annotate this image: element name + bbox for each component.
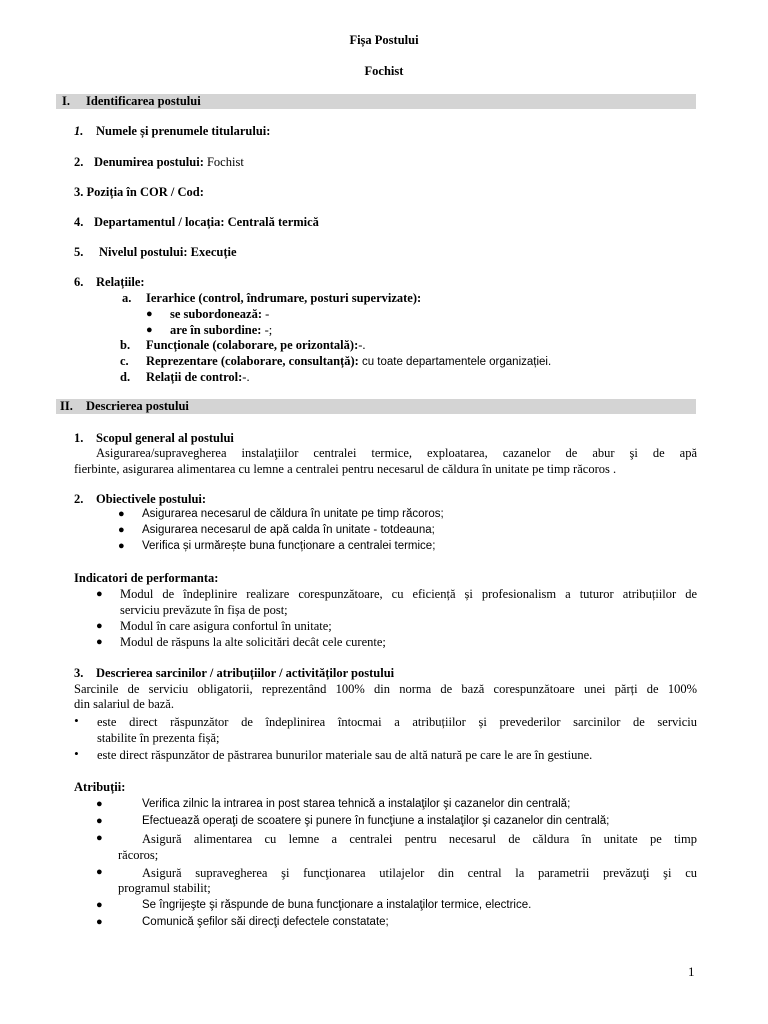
- item-6a-label: Ierarhice (control, îndrumare, posturi supervizate):: [146, 291, 422, 305]
- bullet-icon: •: [74, 746, 79, 761]
- atributie-item-4-line1: Asigură supravegherea şi funcţionarea utilajelor din central la parametrii prevăzuţi şi cu: [142, 866, 697, 880]
- item-6c-letter: c.: [120, 354, 129, 368]
- bullet-icon: ●: [118, 508, 125, 520]
- item-2-number: 2.: [74, 155, 84, 169]
- s2-p1-line2: fierbinte, asigurarea alimentarea cu lemne a centralei pentru necesarul de căldura în unitate pe timp răcoros .: [74, 462, 617, 476]
- item-6b-label: Funcționale (colaborare, pe orizontală):: [146, 338, 359, 352]
- bullet-icon: ●: [96, 636, 103, 648]
- atributii-label: Atribuții:: [74, 780, 126, 794]
- bullet-icon: ●: [96, 620, 103, 632]
- indicator-item-1-line1: Modul de îndeplinire realizare corespunzătoare, cu eficiență și profesionalism a tuturor atribuțiilor de: [120, 587, 697, 601]
- section-1-number: I.: [62, 94, 70, 108]
- item-2-line: [94, 155, 244, 170]
- item-2-label: Denumirea postului:: [94, 155, 204, 169]
- item-6a2-line: [170, 323, 272, 338]
- document-subtitle: Fochist: [364, 64, 404, 78]
- bullet-icon: ●: [118, 540, 125, 552]
- bullet-icon: ●: [118, 524, 125, 536]
- s2-p3-number: 3.: [74, 666, 84, 680]
- item-6c-line: [146, 354, 551, 369]
- s2-p3-label: Descrierea sarcinilor / atribuțiilor / activităților postului: [96, 666, 395, 680]
- item-6d-value: -.: [242, 370, 250, 384]
- item-6-label: Relațiile:: [96, 275, 145, 289]
- objective-item: Asigurarea necesarul de apă calda în unitate - totdeauna;: [142, 524, 435, 536]
- item-6c-value: cu toate departamentele organizației.: [361, 356, 552, 368]
- item-6d-letter: d.: [120, 370, 131, 384]
- atributie-item-6: Comunică şefilor săi direcţi defectele constatate;: [142, 916, 389, 928]
- s2-p3-line1: Sarcinile de serviciu obligatorii, reprezentând 100% din norma de bază corespunzătoare unei părți de 100%: [74, 682, 697, 696]
- atributie-item-1: Verifica zilnic la intrarea in post starea tehnică a instalaţilor şi cazanelor din centrală;: [142, 798, 571, 810]
- indicator-item-2: Modul în care asigura confortul în unitate;: [120, 619, 332, 633]
- item-2-value: Fochist: [206, 155, 244, 169]
- objective-item: Asigurarea necesarul de căldura în unitate pe timp răcoros;: [142, 508, 444, 520]
- indicators-label: Indicatori de performanta:: [74, 571, 219, 585]
- item-6d-label: Relații de control:: [146, 370, 243, 384]
- item-6b-line: [146, 338, 366, 353]
- item-6a2-value: -;: [264, 323, 273, 337]
- atributie-item-4-line2: programul stabilit;: [118, 881, 211, 895]
- objective-item: Verifica și urmărește buna funcționare a centralei termice;: [142, 540, 436, 552]
- bullet-icon: ●: [146, 324, 153, 336]
- s2-p1-line1: Asigurarea/supravegherea instalaţiilor centralei termice, exploatarea, cazanelor de abur şi de apă: [96, 446, 697, 460]
- item-6b-letter: b.: [120, 338, 131, 352]
- task-item-1-line1: este direct răspunzător de îndeplinirea întocmai a atribuțiilor și prevederilor sarcinilor de serviciu: [97, 715, 697, 729]
- atributie-item-5: Se îngrijeşte şi răspunde de buna funcţionare a instalaţilor termice, electrice.: [142, 899, 532, 911]
- document-title: Fișa Postului: [349, 33, 419, 47]
- item-6a1-line: [170, 307, 269, 322]
- item-6d-line: [146, 370, 250, 385]
- s2-p1-label: Scopul general al postului: [96, 431, 234, 445]
- item-6a2-label: are în subordine:: [170, 323, 262, 337]
- item-6a1-label: se subordonează:: [170, 307, 263, 321]
- bullet-icon: ●: [96, 916, 103, 928]
- item-3-label: 3. Poziția în COR / Cod:: [74, 185, 204, 199]
- item-4-number: 4.: [74, 215, 84, 229]
- atributie-item-3-line2: răcoros;: [118, 848, 159, 862]
- task-item-2: este direct răspunzător de păstrarea bunurilor materiale sau de altă natură pe care le are în gestiune.: [97, 748, 593, 762]
- s2-p2-label: Obiectivele postului:: [96, 492, 207, 506]
- s2-p1-number: 1.: [74, 431, 84, 445]
- atributie-item-3-line1: Asigură alimentarea cu lemne a centralei pentru necesarul de căldura în unitate pe timp: [142, 832, 697, 846]
- item-6a1-value: -: [265, 307, 270, 321]
- item-6b-value: -.: [358, 338, 366, 352]
- bullet-icon: ●: [96, 588, 103, 600]
- bullet-icon: ●: [96, 866, 103, 878]
- task-item-1-line2: stabilite în prezenta fișă;: [97, 731, 220, 745]
- indicator-item-1-line2: serviciu prevăzute în fișa de post;: [120, 603, 288, 617]
- item-1-number: 1.: [74, 124, 84, 138]
- item-5-label: Nivelul postului: Execuție: [99, 245, 237, 259]
- s2-p3-line2: din salariul de bază.: [74, 697, 174, 711]
- item-6a-letter: a.: [122, 291, 132, 305]
- bullet-icon: •: [74, 713, 79, 728]
- item-1-label: Numele și prenumele titularului:: [96, 124, 271, 138]
- item-6-number: 6.: [74, 275, 84, 289]
- section-2-number: II.: [60, 399, 73, 413]
- item-4-label: Departamentul / locația: Centrală termică: [94, 215, 319, 229]
- bullet-icon: ●: [146, 308, 153, 320]
- section-2-heading: Descrierea postului: [86, 399, 189, 413]
- bullet-icon: ●: [96, 815, 103, 827]
- bullet-icon: ●: [96, 899, 103, 911]
- section-1-heading: Identificarea postului: [86, 94, 201, 108]
- item-5-number: 5.: [74, 245, 84, 259]
- indicator-item-3: Modul de răspuns la alte solicitări decât cele curente;: [120, 635, 386, 649]
- atributie-item-2: Efectuează operaţi de scoatere şi punere în funcţiune a instalaţilor şi cazanelor din centrală;: [142, 815, 610, 827]
- bullet-icon: ●: [96, 798, 103, 810]
- item-6c-label: Reprezentare (colaborare, consultanță):: [146, 354, 359, 368]
- bullet-icon: ●: [96, 832, 103, 844]
- s2-p2-number: 2.: [74, 492, 84, 506]
- page-number: 1: [688, 964, 695, 979]
